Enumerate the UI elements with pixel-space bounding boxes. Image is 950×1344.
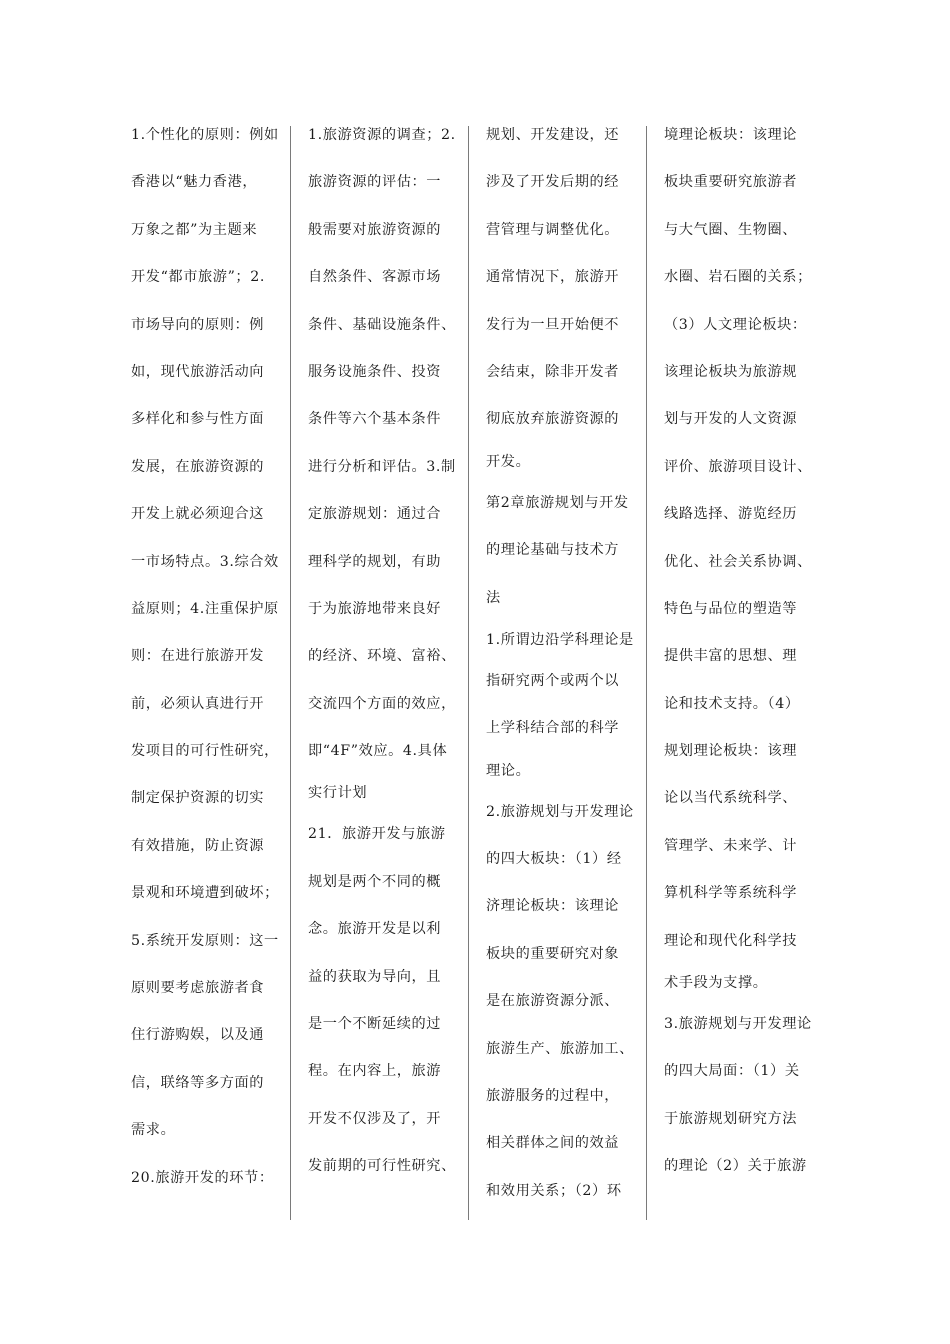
text-line: 发前期的可行性研究、 xyxy=(308,1158,456,1175)
text-line: 旅游生产、旅游加工、 xyxy=(486,1040,634,1057)
text-line: 该理论板块为旅游规 xyxy=(664,363,798,380)
text-column-3 xyxy=(486,112,638,1215)
text-line: 法 xyxy=(486,589,501,606)
text-line: 需求。 xyxy=(131,1122,176,1139)
text-line: 的四大局面：（1）关 xyxy=(664,1063,800,1080)
text-line: 通常情况下，旅游开 xyxy=(486,269,620,286)
text-line: 开发不仅涉及了，开 xyxy=(308,1110,442,1127)
text-line: 术手段为支撑。 xyxy=(664,975,768,992)
column-divider xyxy=(468,126,469,1220)
text-line: 景观和环境遭到破坏； xyxy=(131,885,279,902)
text-line: 的理论（2）关于旅游 xyxy=(664,1158,807,1175)
text-line: 于旅游规划研究方法 xyxy=(664,1110,798,1127)
text-line: 交流四个方面的效应， xyxy=(308,695,456,712)
text-line: 万象之都”为主题来 xyxy=(131,221,258,238)
text-line: 条件、基础设施条件、 xyxy=(308,316,456,333)
column-divider xyxy=(646,126,647,1220)
text-line: 会结束，除非开发者 xyxy=(486,363,620,380)
text-line: 香港以“魅力香港， xyxy=(131,174,258,191)
text-line: 特色与品位的塑造等 xyxy=(664,600,798,617)
text-line: 般需要对旅游资源的 xyxy=(308,221,442,238)
text-line: 指研究两个或两个以 xyxy=(486,672,620,689)
text-line: 于为旅游地带来良好 xyxy=(308,600,442,617)
text-line: 和效用关系；（2）环 xyxy=(486,1182,622,1199)
text-line: 20.旅游开发的环节： xyxy=(131,1169,274,1186)
text-line: 一市场特点。3.综合效 xyxy=(131,553,279,570)
text-line: 住行游购娱，以及通 xyxy=(131,1027,265,1044)
text-line: 则：在进行旅游开发 xyxy=(131,648,265,665)
text-line: 程。在内容上，旅游 xyxy=(308,1063,442,1080)
text-line: 进行分析和评估。3.制 xyxy=(308,458,456,475)
text-line: 算机科学等系统科学 xyxy=(664,885,798,902)
text-line: 服务设施条件、投资 xyxy=(308,363,442,380)
text-line: 旅游服务的过程中， xyxy=(486,1088,620,1105)
text-line: 开发。 xyxy=(486,453,531,470)
text-line: 评价、旅游项目设计、 xyxy=(664,458,812,475)
text-line: 是一个不断延续的过 xyxy=(308,1016,442,1033)
text-line: 发行为一旦开始便不 xyxy=(486,316,620,333)
text-line: 开发“都市旅游”；2. xyxy=(131,269,265,286)
text-line: 与大气圈、生物圈、 xyxy=(664,221,798,238)
text-line: 自然条件、客源市场 xyxy=(308,269,442,286)
text-line: 彻底放弃旅游资源的 xyxy=(486,411,620,428)
text-line: 原则要考虑旅游者食 xyxy=(131,980,265,997)
text-line: 论以当代系统科学、 xyxy=(664,790,798,807)
text-line: 即“4F”效应。4.具体 xyxy=(308,743,448,760)
text-line: （3）人文理论板块： xyxy=(664,316,807,333)
text-line: 线路选择、游览经历 xyxy=(664,506,798,523)
text-line: 21．旅游开发与旅游 xyxy=(308,826,446,843)
text-column-4 xyxy=(664,112,816,1191)
text-line: 优化、社会关系协调、 xyxy=(664,553,812,570)
text-line: 板块的重要研究对象 xyxy=(486,945,620,962)
text-line: 多样化和参与性方面 xyxy=(131,411,265,428)
text-line: 3.旅游规划与开发理论 xyxy=(664,1016,812,1033)
text-line: 实行计划 xyxy=(308,785,368,802)
text-line: 论和技术支持。（4） xyxy=(664,695,800,712)
text-line: 的理论基础与技术方 xyxy=(486,542,620,559)
text-line: 如，现代旅游活动向 xyxy=(131,363,265,380)
text-line: 市场导向的原则：例 xyxy=(131,316,265,333)
text-line: 发项目的可行性研究， xyxy=(131,743,279,760)
text-line: 理科学的规划，有助 xyxy=(308,553,442,570)
text-line: 是在旅游资源分派、 xyxy=(486,993,620,1010)
text-line: 有效措施，防止资源 xyxy=(131,837,265,854)
text-line: 旅游资源的评估：一 xyxy=(308,174,442,191)
text-line: 定旅游规划：通过合 xyxy=(308,506,442,523)
text-line: 相关群体之间的效益 xyxy=(486,1135,620,1152)
text-line: 的四大板块：（1）经 xyxy=(486,851,622,868)
text-line: 管理学、未来学、计 xyxy=(664,837,798,854)
text-line: 规划理论板块：该理 xyxy=(664,743,798,760)
text-line: 上学科结合部的科学 xyxy=(486,720,620,737)
text-line: 水圈、岩石圈的关系； xyxy=(664,269,812,286)
text-line: 划与开发的人文资源 xyxy=(664,411,798,428)
column-divider xyxy=(290,126,291,1220)
text-line: 发展，在旅游资源的 xyxy=(131,458,265,475)
text-line: 2.旅游规划与开发理论 xyxy=(486,803,634,820)
text-column-1 xyxy=(131,112,281,1202)
text-line: 的经济、环境、富裕、 xyxy=(308,648,456,665)
text-line: 念。旅游开发是以利 xyxy=(308,921,442,938)
text-line: 5.系统开发原则：这一 xyxy=(131,932,279,949)
text-line: 境理论板块：该理论 xyxy=(664,127,798,143)
text-line: 益的获取为导向，且 xyxy=(308,968,442,985)
text-column-2 xyxy=(308,112,458,1191)
text-line: 信，联络等多方面的 xyxy=(131,1074,265,1091)
text-line: 板块重要研究旅游者 xyxy=(664,174,798,191)
text-line: 理论和现代化科学技 xyxy=(664,932,798,949)
text-line: 条件等六个基本条件 xyxy=(308,411,442,428)
text-line: 1.所谓边沿学科理论是 xyxy=(486,631,634,648)
text-line: 规划、开发建设，还 xyxy=(486,127,620,143)
text-line: 益原则；4.注重保护原 xyxy=(131,600,279,617)
text-line: 1.旅游资源的调查；2. xyxy=(308,127,456,143)
text-line: 开发上就必须迎合这 xyxy=(131,506,265,523)
text-line: 营管理与调整优化。 xyxy=(486,221,620,238)
text-line: 第2章旅游规划与开发 xyxy=(486,494,629,511)
text-line: 提供丰富的思想、理 xyxy=(664,648,798,665)
text-line: 规划是两个不同的概 xyxy=(308,873,442,890)
text-line: 济理论板块：该理论 xyxy=(486,898,620,915)
text-line: 涉及了开发后期的经 xyxy=(486,174,620,191)
text-line: 1.个性化的原则：例如 xyxy=(131,127,279,143)
text-line: 理论。 xyxy=(486,762,531,779)
text-line: 前，必须认真进行开 xyxy=(131,695,265,712)
text-line: 制定保护资源的切实 xyxy=(131,790,265,807)
